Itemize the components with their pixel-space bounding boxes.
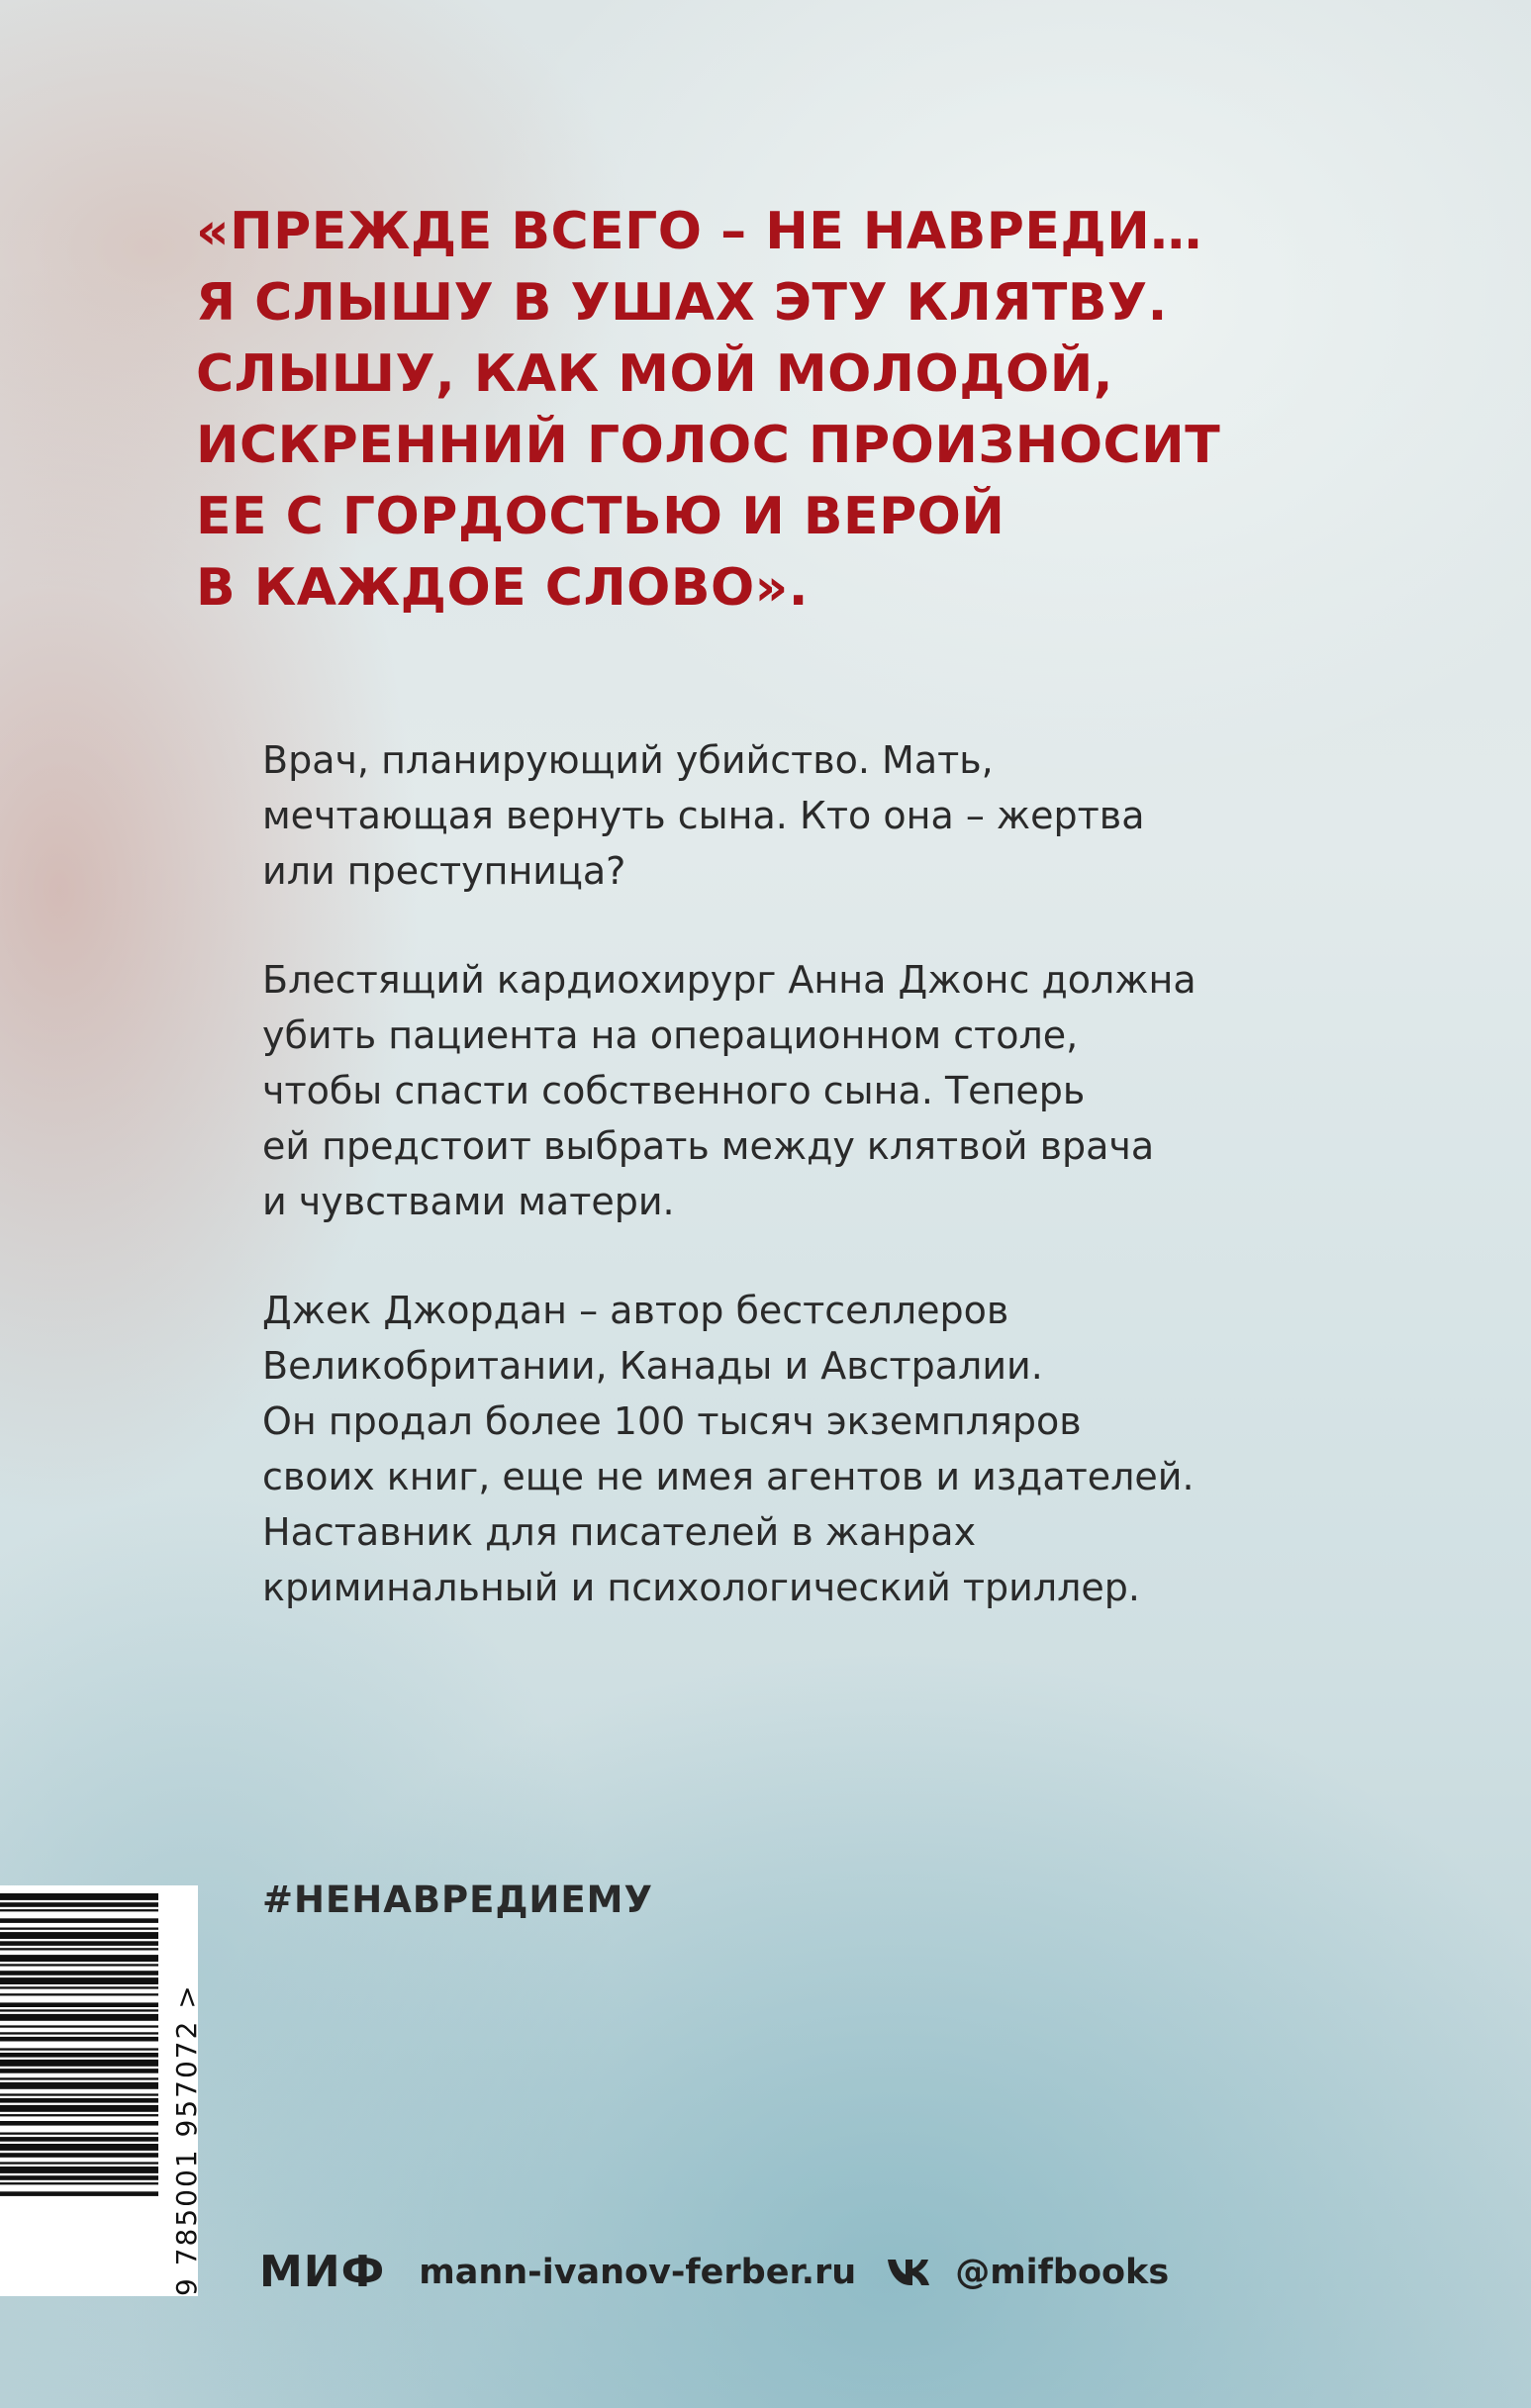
text-line: и чувствами матери.	[262, 1180, 675, 1223]
text-line: криминальный и психологический триллер.	[262, 1566, 1140, 1609]
text-line: Врач, планирующий убийство. Мать,	[262, 738, 994, 782]
quote-line: ЕЕ С ГОРДОСТЬЮ И ВЕРОЙ	[196, 487, 1005, 546]
publisher-footer	[259, 2247, 1169, 2297]
text-line: Великобритании, Канады и Австралии.	[262, 1344, 1043, 1388]
social-handle[interactable]: @mifbooks	[955, 2252, 1170, 2292]
blurb-paragraph-plot	[262, 952, 1351, 1229]
quote-line: СЛЫШУ, КАК МОЙ МОЛОДОЙ,	[196, 344, 1113, 404]
text-line: ей предстоит выбрать между клятвой врача	[262, 1124, 1155, 1168]
barcode-bars	[0, 1885, 168, 2296]
text-line: или преступница?	[262, 849, 626, 893]
quote-line: Я СЛЫШУ В УШАХ ЭТУ КЛЯТВУ.	[196, 273, 1168, 333]
publisher-logo: МИФ	[259, 2247, 386, 2297]
text-line: Он продал более 100 тысяч экземпляров	[262, 1399, 1082, 1443]
blurb-paragraph-author	[262, 1283, 1351, 1615]
quote-line: «ПРЕЖДЕ ВСЕГО – НЕ НАВРЕДИ…	[196, 202, 1202, 261]
text-line: чтобы спасти собственного сына. Теперь	[262, 1069, 1086, 1112]
vk-icon[interactable]	[886, 2258, 933, 2287]
quote-line: ИСКРЕННИЙ ГОЛОС ПРОИЗНОСИТ	[196, 416, 1221, 475]
text-line: своих книг, еще не имея агентов и издателей.	[262, 1455, 1195, 1498]
text-line: Джек Джордан – автор бестселлеров	[262, 1289, 1009, 1332]
quote-line: В КАЖДОЕ СЛОВО».	[196, 558, 810, 618]
text-line: мечтающая вернуть сына. Кто она – жертва	[262, 794, 1145, 837]
pull-quote	[196, 196, 1364, 624]
hashtag: #НЕНАВРЕДИЕМУ	[262, 1878, 653, 1921]
blurb	[262, 732, 1351, 1669]
barcode-digits: 9 785001 957072 >	[170, 1983, 203, 2296]
website-link[interactable]: mann-ivanov-ferber.ru	[419, 2252, 857, 2292]
text-line: Блестящий кардиохирург Анна Джонс должна	[262, 958, 1196, 1002]
text-line: Наставник для писателей в жанрах	[262, 1510, 977, 1554]
blurb-paragraph-premise	[262, 732, 1351, 899]
isbn-barcode	[0, 1885, 198, 2296]
text-line: убить пациента на операционном столе,	[262, 1013, 1079, 1057]
